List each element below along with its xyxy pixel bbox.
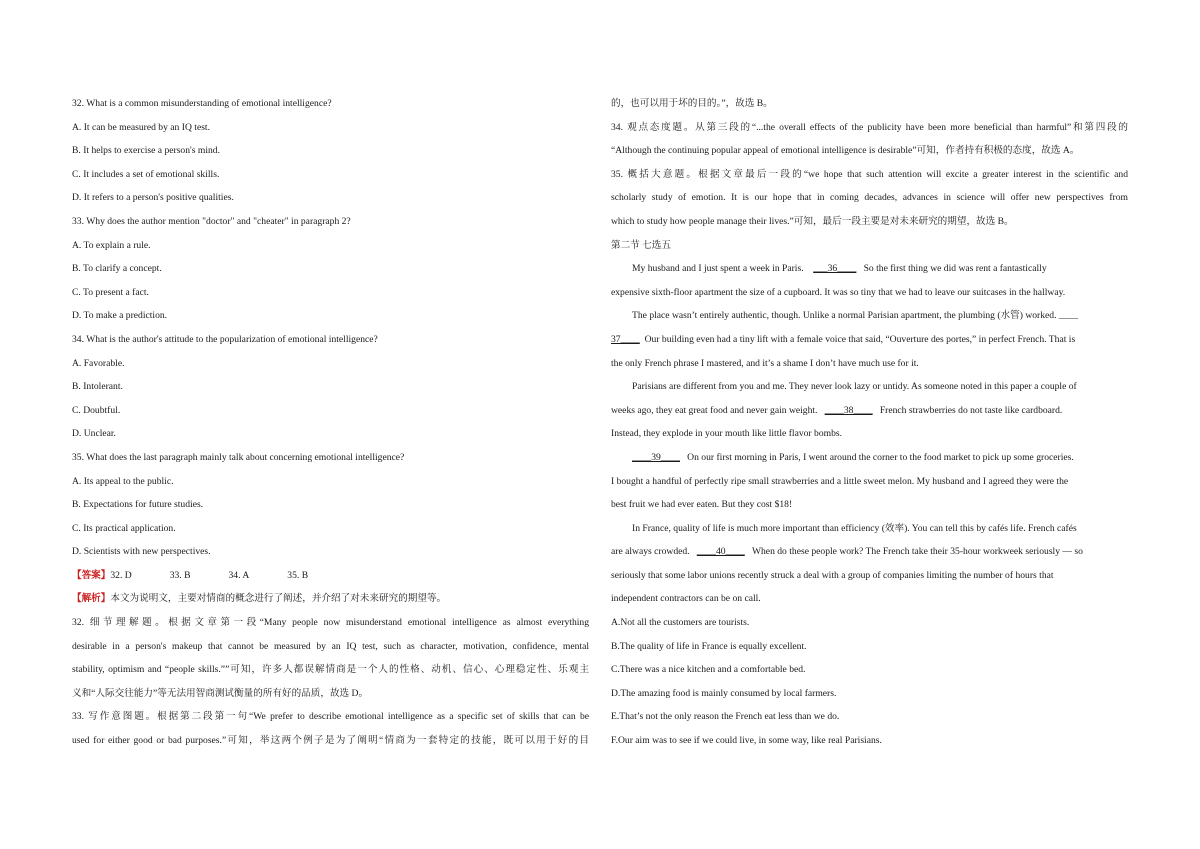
explanation-35-line-2: scholarly study of emotion. It is our hope that in coming decades, advances in science will offer new perspectives from: [611, 192, 1128, 204]
passage-p3-text-a: weeks ago, they eat great food and never gain weight.: [611, 404, 818, 416]
explanation-34-line-2: “Although the continuing popular appeal of emotional intelligence is desirable”可知，作者持有积极的态度，故选 A。: [611, 145, 1080, 157]
passage-p5-text-a: are always crowded.: [611, 546, 690, 558]
answer-line: [72, 564, 589, 588]
choice-c: C.There was a nice kitchen and a comfortable bed.: [611, 664, 806, 676]
question-34-option-d: D. Unclear.: [72, 428, 116, 440]
question-33-option-b: B. To clarify a concept.: [72, 263, 162, 275]
passage-p5-line-2: [611, 540, 1128, 564]
answer-35: 35. B: [287, 569, 309, 581]
question-32-option-c: C. It includes a set of emotional skills.: [72, 168, 220, 180]
blank-36: ___36____: [813, 263, 857, 275]
analysis-text: 本文为说明文，主要对情商的概念进行了阐述，并介绍了对未来研究的期望等。: [110, 593, 447, 605]
question-34-option-c: C. Doubtful.: [72, 404, 121, 416]
choice-a: A.Not all the customers are tourists.: [611, 617, 750, 629]
blank-38: ____38____: [824, 404, 873, 416]
blank-40: ____40____: [696, 546, 745, 558]
question-34-stem: 34. What is the author's attitude to the popularization of emotional intelligence?: [72, 333, 378, 345]
passage-p3-line-1: Parisians are different from you and me. They never look lazy or untidy. As someone noted in this paper a couple of: [632, 381, 1077, 393]
question-33-stem: 33. Why does the author mention "doctor" and "cheater" in paragraph 2?: [72, 215, 351, 227]
passage-p1-text-b: So the first thing we did was rent a fantastically: [863, 263, 1047, 275]
question-33-option-a: A. To explain a rule.: [72, 239, 151, 251]
passage-p3-text-b: French strawberries do not taste like cardboard.: [879, 404, 1063, 416]
answer-33: 33. B: [169, 569, 191, 581]
explanation-35-line-1: 35. 概括大意题。根据文章最后一段的“we hope that such attention will excite a greater interest in the scientific and: [611, 168, 1128, 180]
left-column: [72, 92, 589, 753]
answer-32: 32. D: [110, 569, 132, 581]
explanation-32-line-4: 义和“人际交往能力”等无法用智商测试衡量的所有好的品质，故选 D。: [72, 687, 369, 699]
passage-p1-text-a: My husband and I just spent a week in Paris.: [632, 263, 804, 275]
passage-p4-line-1: [611, 446, 1128, 470]
explanation-32-line-2: desirable in a person's makeup that cannot be measured by an IQ test, such as character, motivation, confidence, mental: [72, 640, 589, 652]
passage-p5-line-1: In France, quality of life is much more important than efficiency (效率). You can tell this by cafés life. French cafés: [632, 522, 1077, 534]
question-34-option-a: A. Favorable.: [72, 357, 125, 369]
section-title: 第二节 七选五: [611, 239, 671, 251]
analysis-label: 【解析】: [72, 593, 111, 605]
passage-p4-line-2: I bought a handful of perfectly ripe small strawberries and a little sweet melon. My husband and I agreed they were the: [611, 475, 1069, 487]
passage-p3-line-3: Instead, they explode in your mouth like little flavor bombs.: [611, 428, 843, 440]
question-32-option-b: B. It helps to exercise a person's mind.: [72, 145, 221, 157]
choice-f: F.Our aim was to see if we could live, in some way, like real Parisians.: [611, 735, 882, 747]
passage-p5-text-b: When do these people work? The French take their 35-hour workweek seriously — so: [751, 546, 1083, 558]
passage-p4-text-b: On our first morning in Paris, I went around the corner to the food market to pick up some groceries.: [687, 451, 1074, 463]
question-35-option-c: C. Its practical application.: [72, 522, 176, 534]
passage-p5-line-4: independent contractors can be on call.: [611, 593, 761, 605]
answer-label: 【答案】: [72, 569, 111, 581]
passage-p5-line-3: seriously that some labor unions recently struck a deal with a group of companies limiting the number of hours that: [611, 569, 1054, 581]
passage-p1-line-1: [611, 257, 1128, 281]
explanation-33-line-1: 33. 写作意图题。根据第二段第一句“We prefer to describe emotional intelligence as a specific set of skills that can be: [72, 711, 589, 723]
question-35-option-a: A. Its appeal to the public.: [72, 475, 174, 487]
analysis-line: [72, 587, 589, 611]
explanation-34-line-1: 34. 观点态度题。从第三段的“...the overall effects of the publicity have been more beneficial than harmful”和第四段的: [611, 121, 1128, 133]
passage-p2-line-3: the only French phrase I mastered, and it’s a shame I don’t have much use for it.: [611, 357, 919, 369]
blank-37: 37____: [611, 333, 640, 345]
question-32-stem: 32. What is a common misunderstanding of emotional intelligence?: [72, 98, 332, 109]
explanation-35-line-3: which to study how people manage their lives.”可知，最后一段主要是对未来研究的期望，故选 B。: [611, 215, 1014, 227]
passage-p2-text-b: Our building even had a tiny lift with a female voice that said, “Ouverture des portes,” in perfect French. That is: [644, 333, 1076, 345]
choice-e: E.That’s not the only reason the French eat less than we do.: [611, 711, 840, 723]
passage-p3-line-2: [611, 399, 1128, 423]
explanation-32-line-3: stability, optimism and “people skills.””可知，许多人都误解情商是一个人的性格、动机、信心、心理稳定性、乐观主: [72, 664, 589, 676]
choice-d: D.The amazing food is mainly consumed by local farmers.: [611, 687, 837, 699]
passage-p2-line-1: The place wasn’t entirely authentic, though. Unlike a normal Parisian apartment, the plumbing (水管) worked. ____: [632, 310, 1079, 322]
choice-b: B.The quality of life in France is equally excellent.: [611, 640, 807, 652]
explanation-33-line-3: 的，也可以用于坏的目的。”，故选 B。: [611, 98, 773, 109]
question-32-option-d: D. It refers to a person's positive qualities.: [72, 192, 234, 204]
passage-p1-line-2: expensive sixth-floor apartment the size of a cupboard. It was so tiny that we had to leave our suitcases in the hallway.: [611, 286, 1066, 298]
answer-34: 34. A: [228, 569, 250, 581]
question-33-option-d: D. To make a prediction.: [72, 310, 168, 322]
explanation-32-line-1: 32. 细节理解题。根据文章第一段“Many people now misunderstand emotional intelligence as almost everything: [72, 617, 589, 629]
passage-p4-line-3: best fruit we had ever eaten. But they cost $18!: [611, 499, 793, 511]
question-35-option-b: B. Expectations for future studies.: [72, 499, 204, 511]
question-35-option-d: D. Scientists with new perspectives.: [72, 546, 211, 558]
question-34-option-b: B. Intolerant.: [72, 381, 123, 393]
question-32-option-a: A. It can be measured by an IQ test.: [72, 121, 210, 133]
question-35-stem: 35. What does the last paragraph mainly talk about concerning emotional intelligence?: [72, 451, 405, 463]
passage-p2-line-2: [611, 328, 1128, 352]
right-column: [611, 92, 1128, 753]
blank-39: ____39____: [632, 451, 680, 463]
explanation-33-line-2: used for either good or bad purposes.”可知，举这两个例子是为了阐明“情商为一套特定的技能，既可以用于好的目: [72, 735, 589, 747]
question-33-option-c: C. To present a fact.: [72, 286, 149, 298]
